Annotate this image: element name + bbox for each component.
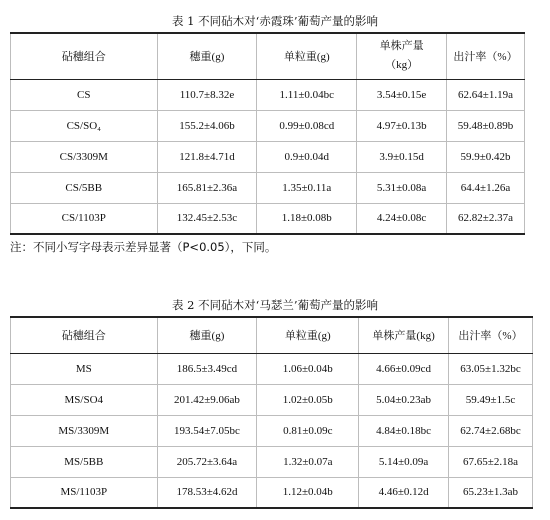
table-cell: 0.99±0.08cd bbox=[257, 110, 357, 141]
table-cell: 62.82±2.37a bbox=[447, 203, 525, 234]
table-cell: 1.02±0.05b bbox=[257, 384, 359, 415]
rootstock-combination-cell: MS bbox=[11, 353, 158, 384]
table-cell: 205.72±3.64a bbox=[157, 446, 257, 477]
table-cell: 63.05±1.32bc bbox=[449, 353, 533, 384]
table2 bbox=[10, 316, 533, 509]
table-cell: 201.42±9.06ab bbox=[157, 384, 257, 415]
table-cell: 186.5±3.49cd bbox=[157, 353, 257, 384]
table1-caption: 表 1 不同砧木对‘赤霞珠’葡萄产量的影响 bbox=[172, 14, 378, 28]
column-header: 出汁率（%） bbox=[447, 33, 525, 79]
rootstock-combination-cell: MS/1103P bbox=[11, 477, 158, 508]
column-header: 出汁率（%） bbox=[449, 317, 533, 353]
table-row bbox=[11, 172, 525, 203]
table-cell: 3.9±0.15d bbox=[357, 141, 447, 172]
table-cell: 178.53±4.62d bbox=[157, 477, 257, 508]
column-header: 砧穗组合 bbox=[11, 33, 158, 79]
table-cell: 1.11±0.04bc bbox=[257, 79, 357, 110]
table-cell: 155.2±4.06b bbox=[157, 110, 257, 141]
significance-note: 注：不同小写字母表示差异显著（P<0.05），下同。 bbox=[10, 240, 277, 254]
table2-caption: 表 2 不同砧木对‘马瑟兰’葡萄产量的影响 bbox=[172, 298, 378, 312]
table-cell: 1.32±0.07a bbox=[257, 446, 359, 477]
table-row bbox=[11, 110, 525, 141]
table-cell: 4.46±0.12d bbox=[359, 477, 449, 508]
table-cell: 0.9±0.04d bbox=[257, 141, 357, 172]
table-cell: 1.18±0.08b bbox=[257, 203, 357, 234]
column-header: 砧穗组合 bbox=[11, 317, 158, 353]
table-cell: 1.06±0.04b bbox=[257, 353, 359, 384]
table-cell: 165.81±2.36a bbox=[157, 172, 257, 203]
table-cell: 62.64±1.19a bbox=[447, 79, 525, 110]
column-header: 穗重(g) bbox=[157, 317, 257, 353]
table-row bbox=[11, 203, 525, 234]
column-header: 单株产量(kg) bbox=[359, 317, 449, 353]
table-row bbox=[11, 415, 533, 446]
table-cell: 3.54±0.15e bbox=[357, 79, 447, 110]
rootstock-combination-cell: MS/SO4 bbox=[11, 384, 158, 415]
table-cell: 59.49±1.5c bbox=[449, 384, 533, 415]
table-cell: 0.81±0.09c bbox=[257, 415, 359, 446]
table-cell: 1.12±0.04b bbox=[257, 477, 359, 508]
table-cell: 121.8±4.71d bbox=[157, 141, 257, 172]
table-cell: 5.31±0.08a bbox=[357, 172, 447, 203]
rootstock-combination-cell: CS/SO₄ bbox=[11, 110, 158, 141]
table-row bbox=[11, 353, 533, 384]
table-cell: 64.4±1.26a bbox=[447, 172, 525, 203]
table-cell: 59.9±0.42b bbox=[447, 141, 525, 172]
table-cell: 132.45±2.53c bbox=[157, 203, 257, 234]
rootstock-combination-cell: CS/3309M bbox=[11, 141, 158, 172]
table-cell: 4.66±0.09cd bbox=[359, 353, 449, 384]
table-row bbox=[11, 79, 525, 110]
table2-header-row bbox=[11, 317, 533, 353]
table-row bbox=[11, 446, 533, 477]
table-cell: 1.35±0.11a bbox=[257, 172, 357, 203]
table-row bbox=[11, 384, 533, 415]
table1 bbox=[10, 32, 525, 235]
table-cell: 4.97±0.13b bbox=[357, 110, 447, 141]
table-cell: 67.65±2.18a bbox=[449, 446, 533, 477]
table-row bbox=[11, 477, 533, 508]
table-cell: 65.23±1.3ab bbox=[449, 477, 533, 508]
column-header: 穗重(g) bbox=[157, 33, 257, 79]
table-cell: 4.84±0.18bc bbox=[359, 415, 449, 446]
rootstock-combination-cell: MS/3309M bbox=[11, 415, 158, 446]
table-cell: 59.48±0.89b bbox=[447, 110, 525, 141]
table-cell: 110.7±8.32e bbox=[157, 79, 257, 110]
table-cell: 62.74±2.68bc bbox=[449, 415, 533, 446]
column-header: 单株产量 （kg） bbox=[357, 33, 447, 79]
column-header: 单粒重(g) bbox=[257, 317, 359, 353]
table1-header-row bbox=[11, 33, 525, 79]
rootstock-combination-cell: MS/5BB bbox=[11, 446, 158, 477]
rootstock-combination-cell: CS/1103P bbox=[11, 203, 158, 234]
table-cell: 193.54±7.05bc bbox=[157, 415, 257, 446]
column-header: 单粒重(g) bbox=[257, 33, 357, 79]
table-cell: 4.24±0.08c bbox=[357, 203, 447, 234]
rootstock-combination-cell: CS bbox=[11, 79, 158, 110]
table-cell: 5.04±0.23ab bbox=[359, 384, 449, 415]
rootstock-combination-cell: CS/5BB bbox=[11, 172, 158, 203]
table-cell: 5.14±0.09a bbox=[359, 446, 449, 477]
table-row bbox=[11, 141, 525, 172]
